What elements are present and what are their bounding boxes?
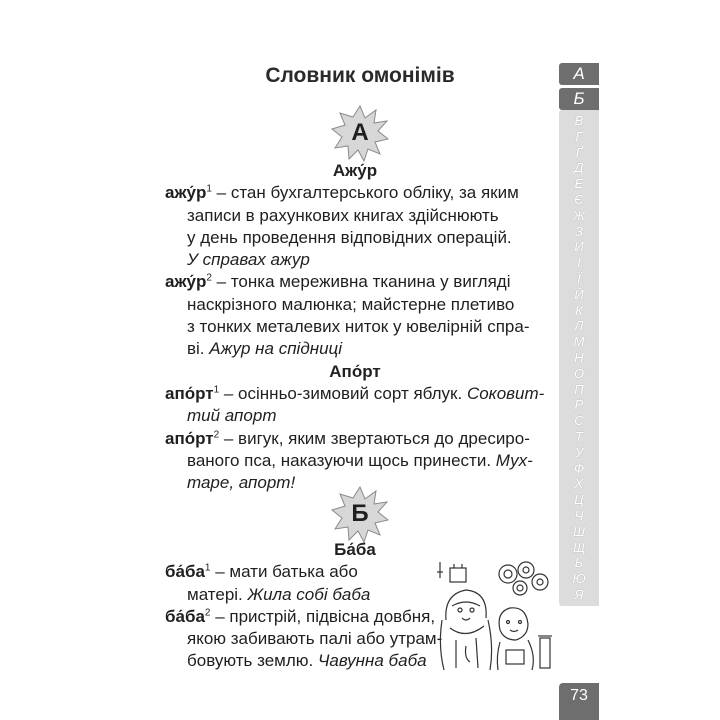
example: Жила собі баба xyxy=(247,584,371,604)
alphabet-tab-letter[interactable]: К xyxy=(575,302,583,318)
definition: наскрізного малюнка; майстерне плетиво xyxy=(187,294,515,314)
alphabet-tab-letter[interactable]: Ю xyxy=(572,571,586,587)
alphabet-tab-letter[interactable]: Й xyxy=(574,286,584,302)
group-heading: Ба́ба xyxy=(334,540,376,559)
definition: – тонка мереживна тканина у вигляді xyxy=(211,272,511,292)
page-number: 73 xyxy=(559,683,599,720)
alphabet-tab-letter[interactable]: И xyxy=(574,239,584,255)
example: Чавунна баба xyxy=(317,651,427,671)
headword: апо́рт xyxy=(165,428,214,448)
alphabet-tabs-rest xyxy=(559,110,599,606)
alphabet-tab-letter[interactable]: Ш xyxy=(573,523,585,539)
alphabet-tab-letter[interactable]: Д xyxy=(574,160,584,176)
definition: з тонких металевих ниток у ювелірній спра- xyxy=(187,317,530,337)
dictionary-entry xyxy=(165,383,545,428)
alphabet-tab-letter[interactable]: В xyxy=(574,113,584,128)
example: У справах ажур xyxy=(187,250,310,270)
headword: ба́ба xyxy=(165,606,205,626)
definition: ві. xyxy=(187,339,210,359)
section-a xyxy=(165,160,545,494)
homonym-index: 1 xyxy=(213,384,220,396)
example: таре, апорт! xyxy=(187,473,296,493)
alphabet-tab-letter[interactable]: О xyxy=(573,365,585,381)
definition: бовують землю. xyxy=(187,651,318,671)
alphabet-tab-active[interactable]: Б xyxy=(559,88,599,110)
homonym-index: 1 xyxy=(204,562,211,574)
alphabet-tab-letter[interactable]: С xyxy=(574,413,584,429)
dictionary-entry xyxy=(165,271,545,360)
example: Ажур на спідниці xyxy=(209,339,343,359)
definition: – мати батька або xyxy=(210,562,358,582)
example: Соковит- xyxy=(466,383,545,403)
group-heading: Апо́рт xyxy=(329,361,381,381)
alphabet-tab-letter[interactable]: Щ xyxy=(573,539,585,555)
alphabet-tab-letter[interactable]: З xyxy=(575,223,583,239)
headword: ажу́р xyxy=(165,272,207,292)
definition: – пристрій, підвісна довбня, xyxy=(210,606,436,626)
alphabet-tab-letter[interactable]: Ж xyxy=(573,207,585,223)
page-title: Словник омонімів xyxy=(265,64,455,87)
definition: у день проведення відповідних операцій. xyxy=(187,227,512,247)
homonym-index: 1 xyxy=(206,183,212,195)
definition: – осінньо-зимовий сорт яблук. xyxy=(219,383,467,403)
alphabet-tab-letter[interactable]: Л xyxy=(574,318,584,334)
grandmother-drawing-icon xyxy=(436,560,554,672)
alphabet-tab-letter[interactable]: П xyxy=(574,381,584,397)
alphabet-tab-letter[interactable]: Х xyxy=(574,476,584,492)
alphabet-tab-letter[interactable]: Р xyxy=(574,397,584,413)
alphabet-tab-letter[interactable]: Н xyxy=(574,349,584,365)
alphabet-tab-letter[interactable]: Т xyxy=(575,428,583,444)
alphabet-tab-letter[interactable]: Ї xyxy=(577,270,581,286)
headword: апо́рт xyxy=(165,383,214,403)
alphabet-tab-letter[interactable]: Г xyxy=(575,128,583,144)
alphabet-tab-letter[interactable]: М xyxy=(573,334,585,350)
letter-badge-a xyxy=(331,104,389,162)
alphabet-tab-letter[interactable]: Ь xyxy=(574,555,584,571)
section-letter: Б xyxy=(351,500,369,527)
example: Мух- xyxy=(495,450,533,470)
homonym-index: 2 xyxy=(206,272,212,284)
definition: якою забивають палі або утрам- xyxy=(187,629,443,649)
definition: – вигук, яким звертаються до дресиро- xyxy=(219,428,530,448)
alphabet-tab-letter[interactable]: Ц xyxy=(574,492,584,508)
alphabet-tab-letter[interactable]: І xyxy=(577,255,581,271)
group-heading: Ажу́р xyxy=(332,161,378,180)
definition: ваного пса, наказуючи щось принести. xyxy=(187,450,496,470)
homonym-index: 2 xyxy=(213,428,220,440)
grandmother-illustration xyxy=(436,560,554,672)
alphabet-tab-letter[interactable]: Є xyxy=(574,191,584,207)
alphabet-tab-letter[interactable]: Ч xyxy=(574,507,584,523)
headword: ба́ба xyxy=(165,562,205,582)
alphabet-tab-letter[interactable]: У xyxy=(574,444,584,460)
definition: матері. xyxy=(187,584,248,604)
alphabet-tab-letter[interactable]: Ф xyxy=(573,460,585,476)
section-letter: А xyxy=(351,119,369,146)
dictionary-entry xyxy=(165,182,545,271)
alphabet-tab-letter[interactable]: Ґ xyxy=(575,144,583,160)
alphabet-index xyxy=(559,63,599,606)
definition: – стан бухгалтерського обліку, за яким xyxy=(211,183,519,203)
definition: записи в рахункових книгах здійснюють xyxy=(187,205,499,225)
alphabet-tab-letter[interactable]: Е xyxy=(574,176,584,192)
alphabet-tab-letter[interactable]: Я xyxy=(574,586,584,602)
headword: ажу́р xyxy=(165,183,207,203)
letter-badge-b xyxy=(331,485,389,543)
homonym-index: 2 xyxy=(204,607,211,619)
alphabet-tab-current[interactable]: А xyxy=(559,63,599,85)
example: тий апорт xyxy=(187,406,277,426)
